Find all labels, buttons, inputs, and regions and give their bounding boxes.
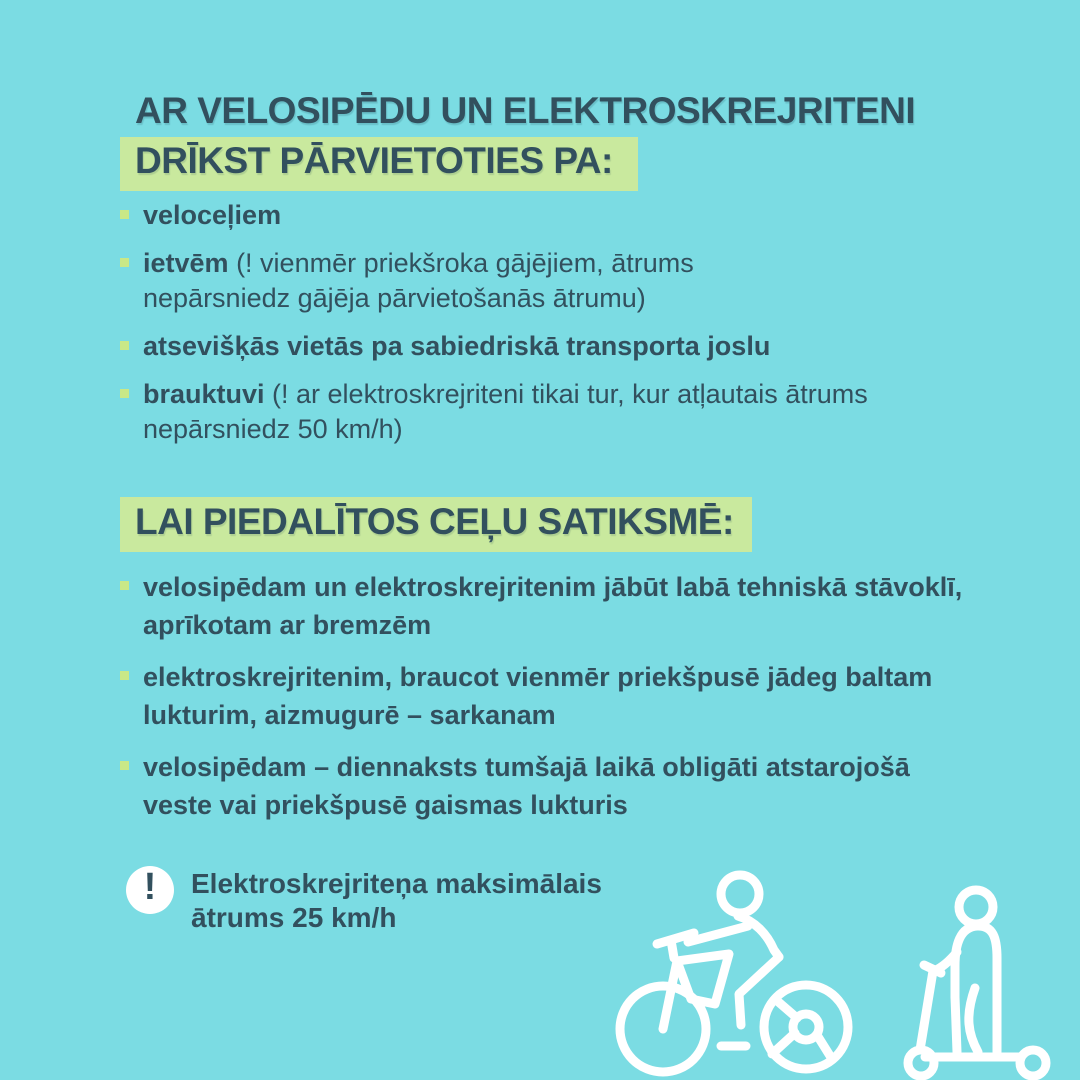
list-item-text: velosipēdam – diennaksts tumšajā laikā obligāti atstarojošā veste vai priekšpusē gaismas lukturis [143, 752, 910, 820]
scooter-stem [920, 971, 933, 1050]
title-block [120, 88, 915, 191]
list-item-text: ietvēm [143, 248, 229, 278]
rider-bent-leg [969, 988, 978, 1052]
bullet-square-icon [120, 389, 129, 398]
page-title-line-1: AR VELOSIPĒDU UN ELEKTROSKREJRITENI [135, 90, 916, 131]
bullet-square-icon [120, 761, 129, 770]
rider-front-leg [955, 997, 957, 1052]
list-item [120, 658, 1000, 734]
scooter-front-wheel [908, 1050, 934, 1076]
bullet-square-icon [120, 210, 129, 219]
rider-head [721, 875, 759, 913]
list-item [120, 377, 940, 447]
rider-leg [739, 957, 779, 1025]
list-item [120, 246, 820, 316]
max-speed-note-text: Elektroskrejriteņa maksimālais ātrums 25 km/h [191, 868, 602, 933]
list-item [120, 329, 1000, 364]
bullet-square-icon [120, 671, 129, 680]
list-item [120, 748, 910, 824]
participation-rules-list [120, 568, 1000, 824]
page-title-line-2-highlighted: DRĪKST PĀRVIETOTIES PA: [120, 137, 638, 191]
scooter-rear-wheel [1020, 1050, 1046, 1076]
rider-torso [738, 916, 779, 957]
bullet-square-icon [120, 581, 129, 590]
list-item-text: veloceļiem [143, 200, 282, 230]
warning-icon [126, 866, 174, 914]
rider-head [959, 890, 993, 924]
list-item-text: atsevišķās vietās pa sabiedriskā transporta joslu [143, 331, 771, 361]
section-heading-highlighted: LAI PIEDALĪTOS CEĻU SATIKSMĒ: [120, 497, 752, 552]
allowed-paths-list [120, 198, 1000, 447]
scooter-rider-icon [893, 866, 1078, 1080]
max-speed-note [126, 866, 691, 935]
list-item [120, 198, 1000, 233]
list-item [120, 568, 1000, 644]
exclamation-mark: ! [143, 866, 157, 908]
bike-fork [663, 961, 677, 1029]
list-item-text: brauktuvi [143, 379, 265, 409]
list-item-text: velosipēdam un elektroskrejritenim jābūt labā tehniskā stāvoklī, aprīkotam ar bremzēm [143, 572, 963, 640]
bullet-square-icon [120, 258, 129, 267]
bullet-square-icon [120, 341, 129, 350]
list-item-detail: (! vienmēr priekšroka gājējiem, ātrums nepārsniedz gājēja pārvietošanās ātrumu) [143, 248, 694, 313]
list-item-text: elektroskrejritenim, braucot vienmēr priekšpusē jādeg baltam lukturim, aizmugurē – sarkanam [143, 662, 933, 730]
list-item-detail: (! ar elektroskrejriteni tikai tur, kur atļautais ātrums nepārsniedz 50 km/h) [143, 379, 868, 444]
